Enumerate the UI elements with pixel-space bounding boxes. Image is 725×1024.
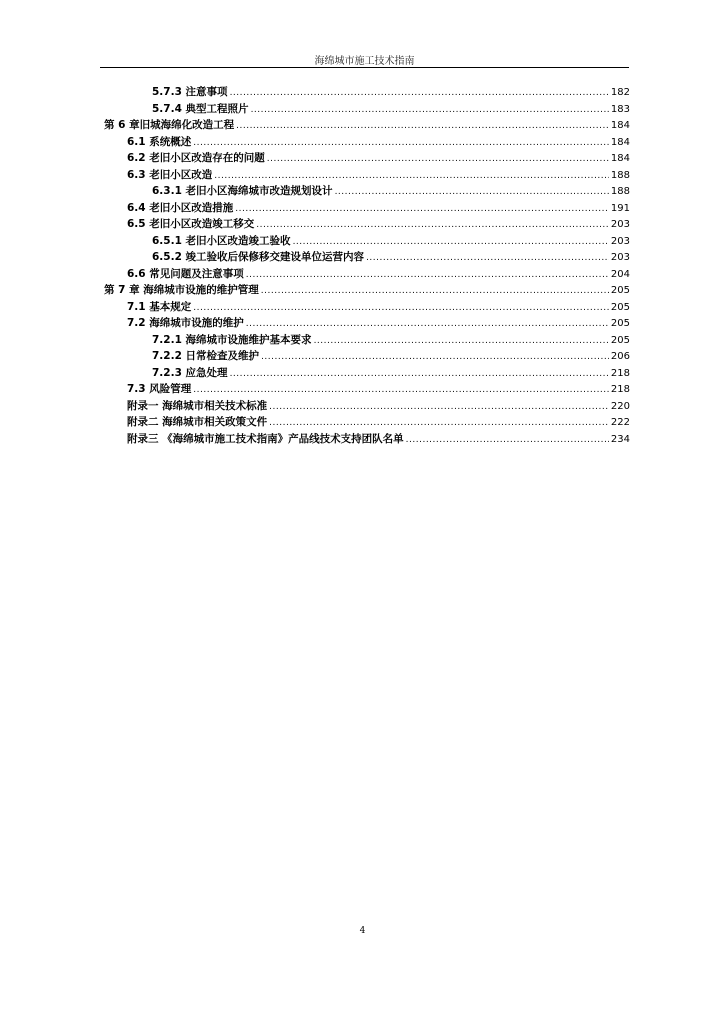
toc-leader-dots [314, 336, 609, 346]
toc-entry-page: 184 [610, 120, 630, 131]
toc-leader-dots [246, 319, 609, 329]
toc-entry-page: 203 [610, 252, 630, 263]
toc-entry-title: 6.5.2 竣工验收后保修移交建设单位运营内容 [152, 251, 365, 263]
toc-entry-title: 5.7.4 典型工程照片 [152, 102, 249, 115]
toc-entry-title: 7.2.3 应急处理 [152, 366, 228, 379]
toc-leader-dots [269, 402, 609, 412]
toc-leader-dots [406, 435, 609, 445]
toc-leader-dots [193, 385, 609, 395]
toc-leader-dots [193, 138, 609, 148]
toc-leader-dots [230, 88, 609, 98]
toc-entry-page: 218 [610, 367, 630, 379]
toc-entry-title: 6.4 老旧小区改造措施 [127, 201, 234, 214]
toc-entry[interactable] [104, 365, 630, 382]
toc-leader-dots [236, 121, 609, 131]
toc-entry-page: 205 [610, 334, 630, 346]
toc-leader-dots [230, 369, 609, 379]
toc-entry[interactable] [104, 266, 630, 283]
toc-entry-page: 184 [610, 136, 630, 148]
header-rule [100, 67, 629, 68]
table-of-contents [104, 84, 630, 447]
toc-entry[interactable] [104, 117, 630, 134]
toc-leader-dots [235, 204, 609, 214]
toc-entry-title: 7.3 风险管理 [127, 383, 192, 395]
toc-entry-page: 191 [610, 202, 630, 214]
toc-entry-title: 7.2.1 海绵城市设施维护基本要求 [152, 333, 312, 346]
toc-entry-page: 222 [610, 417, 630, 428]
toc-leader-dots [269, 418, 609, 428]
toc-entry[interactable] [104, 315, 630, 332]
toc-entry-page: 188 [610, 186, 630, 197]
toc-entry-title: 6.5.1 老旧小区改造竣工验收 [152, 234, 291, 247]
toc-leader-dots [293, 237, 609, 247]
toc-entry-title: 5.7.3 注意事项 [152, 86, 228, 98]
toc-entry[interactable] [104, 348, 630, 365]
toc-entry[interactable] [104, 414, 630, 431]
toc-entry-page: 218 [610, 384, 630, 395]
toc-entry-page: 204 [610, 268, 630, 280]
toc-leader-dots [267, 154, 609, 164]
toc-entry[interactable] [104, 381, 630, 398]
toc-entry-title: 第 6 章旧城海绵化改造工程 [104, 119, 235, 131]
toc-entry-title: 第 7 章 海绵城市设施的维护管理 [104, 284, 259, 296]
toc-entry-title: 附录二 海绵城市相关政策文件 [127, 416, 268, 428]
toc-leader-dots [261, 352, 609, 362]
toc-entry[interactable] [104, 216, 630, 233]
toc-entry-page: 182 [610, 87, 630, 98]
toc-entry-title: 6.3.1 老旧小区海绵城市改造规划设计 [152, 185, 333, 197]
toc-entry-title: 附录三 《海绵城市施工技术指南》产品线技术支持团队名单 [127, 432, 404, 445]
toc-entry[interactable] [104, 134, 630, 151]
toc-entry-title: 6.5 老旧小区改造竣工移交 [127, 218, 255, 230]
toc-entry-page: 184 [610, 153, 630, 164]
toc-leader-dots [246, 270, 609, 280]
toc-entry-title: 7.2.2 日常检查及维护 [152, 350, 260, 362]
toc-entry-page: 203 [610, 235, 630, 247]
toc-entry[interactable] [104, 332, 630, 349]
toc-leader-dots [256, 220, 609, 230]
toc-entry[interactable] [104, 398, 630, 415]
toc-leader-dots [335, 187, 609, 197]
toc-entry[interactable] [104, 183, 630, 200]
toc-entry[interactable] [104, 150, 630, 167]
toc-entry[interactable] [104, 249, 630, 266]
toc-entry-title: 6.6 常见问题及注意事项 [127, 267, 244, 280]
toc-entry[interactable] [104, 167, 630, 184]
toc-entry-page: 188 [610, 169, 630, 181]
toc-leader-dots [261, 286, 609, 296]
toc-leader-dots [251, 105, 609, 115]
toc-entry-title: 6.2 老旧小区改造存在的问题 [127, 152, 265, 164]
toc-entry-page: 203 [610, 219, 630, 230]
toc-entry-page: 205 [610, 318, 630, 329]
toc-entry[interactable] [104, 299, 630, 316]
toc-entry-page: 206 [610, 351, 630, 362]
toc-entry-title: 附录一 海绵城市相关技术标准 [127, 399, 268, 412]
toc-leader-dots [214, 171, 609, 181]
running-header: 海绵城市施工技术指南 [314, 56, 415, 67]
toc-entry[interactable] [104, 282, 630, 299]
toc-entry-page: 205 [610, 285, 630, 296]
page-number: 4 [359, 926, 366, 936]
toc-entry-title: 6.1 系统概述 [127, 135, 192, 148]
toc-entry[interactable] [104, 431, 630, 448]
toc-entry-page: 220 [610, 400, 630, 412]
toc-entry-title: 7.1 基本规定 [127, 300, 192, 313]
toc-entry-title: 7.2 海绵城市设施的维护 [127, 317, 244, 329]
toc-entry[interactable] [104, 233, 630, 250]
toc-leader-dots [193, 303, 609, 313]
toc-entry-title: 6.3 老旧小区改造 [127, 168, 213, 181]
toc-entry-page: 183 [610, 103, 630, 115]
toc-entry[interactable] [104, 200, 630, 217]
toc-entry-page: 205 [610, 301, 630, 313]
toc-entry[interactable] [104, 101, 630, 118]
toc-leader-dots [366, 253, 609, 263]
toc-entry-page: 234 [610, 433, 630, 445]
toc-entry[interactable] [104, 84, 630, 101]
